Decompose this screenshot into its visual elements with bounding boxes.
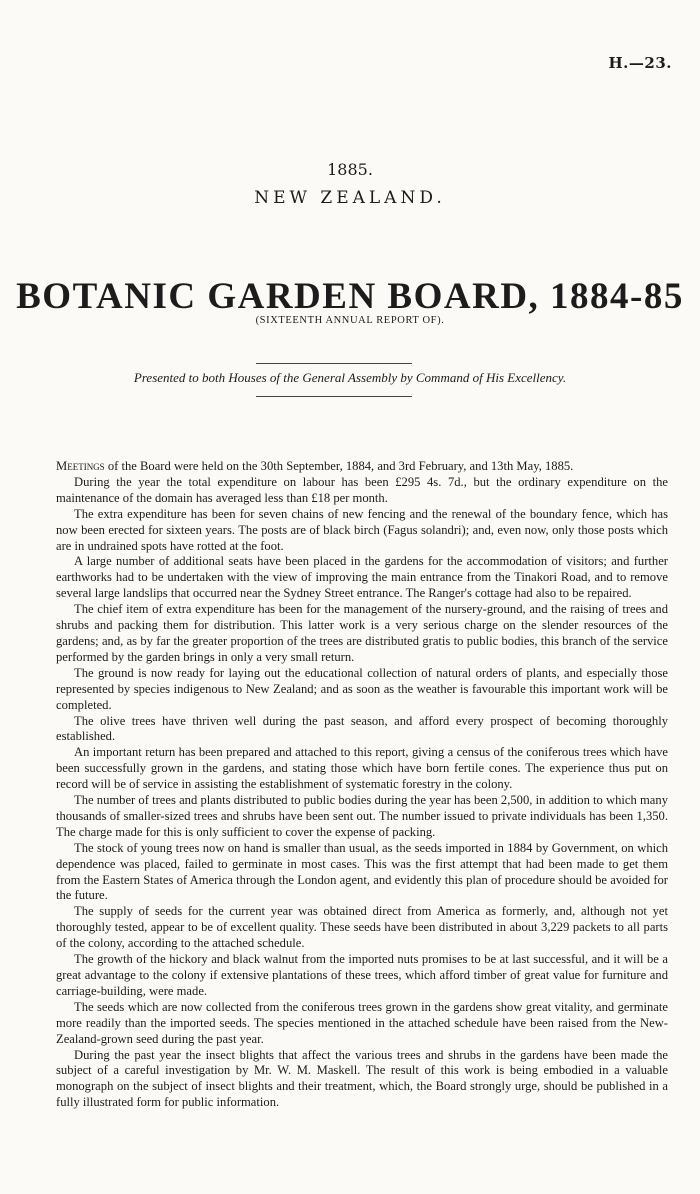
paragraph: The chief item of extra expenditure has been for the management of the nursery-ground, and the raising of trees and shrubs and packing them for distribution. This latter work is a very serious charge on the slender resources of the gardens; and, as by far the greater proportion of the trees are distributed gratis to public bodies, this branch of the service performed by the garden brings in only a very small return.	[56, 602, 668, 664]
paragraph: The supply of seeds for the current year was obtained direct from America as formerly, and, although not yet thoroughly tested, appear to be of excellent quality. These seeds have been distributed in about 3,229 packets to all parts of the colony, according to the attached schedule.	[56, 904, 668, 951]
paragraph: An important return has been prepared and attached to this report, giving a census of the coniferous trees which have been successfully grown in the gardens, and stating those which have born fertile cones. The experience thus put on record will be of service in assisting the establishment of systematic forestry in the colony.	[56, 745, 668, 792]
paragraph: The olive trees have thriven well during the past season, and afford every prospect of becoming thoroughly established.	[56, 713, 668, 744]
paragraph	[56, 459, 668, 475]
document-subtitle: (SIXTEENTH ANNUAL REPORT OF).	[255, 315, 445, 326]
paragraph: The growth of the hickory and black walnut from the imported nuts promises to be at last successful, and it will be a great advantage to the colony if extensive plantations of these trees, which afford timber of great value for furniture and carriage-building, were made.	[56, 952, 668, 998]
paragraph: A large number of additional seats have been placed in the gardens for the accommodation of visitors; and further earthworks had to be undertaken with the view of improving the main entrance from the Tinakori Road, and to remove several large landslips that occurred near the Sydney Street entrance. The Ranger's cottage had also to be repaired.	[56, 554, 668, 601]
paragraph: During the year the total expenditure on labour has been £295 4s. 7d., but the ordinary expenditure on the maintenance of the domain has averaged less than £18 per month.	[56, 474, 668, 505]
report-body	[56, 459, 668, 1111]
country-heading: NEW ZEALAND.	[254, 188, 446, 208]
paragraph: The number of trees and plants distributed to public bodies during the year has been 2,500, in addition to which many thousands of smaller-sized trees and shrubs have been sent out. The number issued to private individuals has been 1,350. The charge made for this is only sufficient to cover the expense of packing.	[56, 793, 668, 839]
document-title: BOTANIC GARDEN BOARD, 1884-85	[16, 276, 684, 317]
bottom-divider	[256, 396, 412, 397]
paragraph-text: of the Board were held on the 30th September, 1884, and 3rd February, and 13th May, 1885.	[104, 459, 574, 473]
top-divider	[256, 363, 412, 364]
paragraph: The stock of young trees now on hand is smaller than usual, as the seeds imported in 1884 by Government, on which dependence was placed, failed to germinate in most cases. This was the first attempt that had been made to get them from the Eastern States of America through the London agent, and evidently this plan of procedure should be avoided for the future.	[56, 840, 668, 903]
paragraph: The seeds which are now collected from the coniferous trees grown in the gardens show great vitality, and germinate more readily than the imported seeds. The species mentioned in the attached schedule have been raised from the New-Zealand-grown seed during the past year.	[56, 999, 668, 1046]
paragraph: During the past year the insect blights that affect the various trees and shrubs in the gardens have been made the subject of a careful investigation by Mr. W. M. Maskell. The result of this work is being embodied in a valuable monograph on the subject of insect blights and their treatment, which, the Board strongly urge, should be published in a fully illustrated form for public information.	[56, 1047, 668, 1110]
report-year: 1885.	[327, 160, 373, 179]
page-identifier: H.—23.	[608, 54, 672, 72]
paragraph: The extra expenditure has been for seven chains of new fencing and the renewal of the boundary fence, which has now been erected for sixteen years. The posts are of black birch (Fagus solandri); and, even now, only those posts which are in undrained spots have rotted at the foot.	[56, 506, 668, 553]
paragraph: The ground is now ready for laying out the educational collection of natural orders of plants, and especially those represented by species indigenous to New Zealand; and as soon as the weather is favourable this important work will be completed.	[56, 665, 668, 712]
presented-line: Presented to both Houses of the General Assembly by Command of His Excellency.	[133, 370, 567, 385]
opening-word: Meetings	[56, 459, 105, 473]
